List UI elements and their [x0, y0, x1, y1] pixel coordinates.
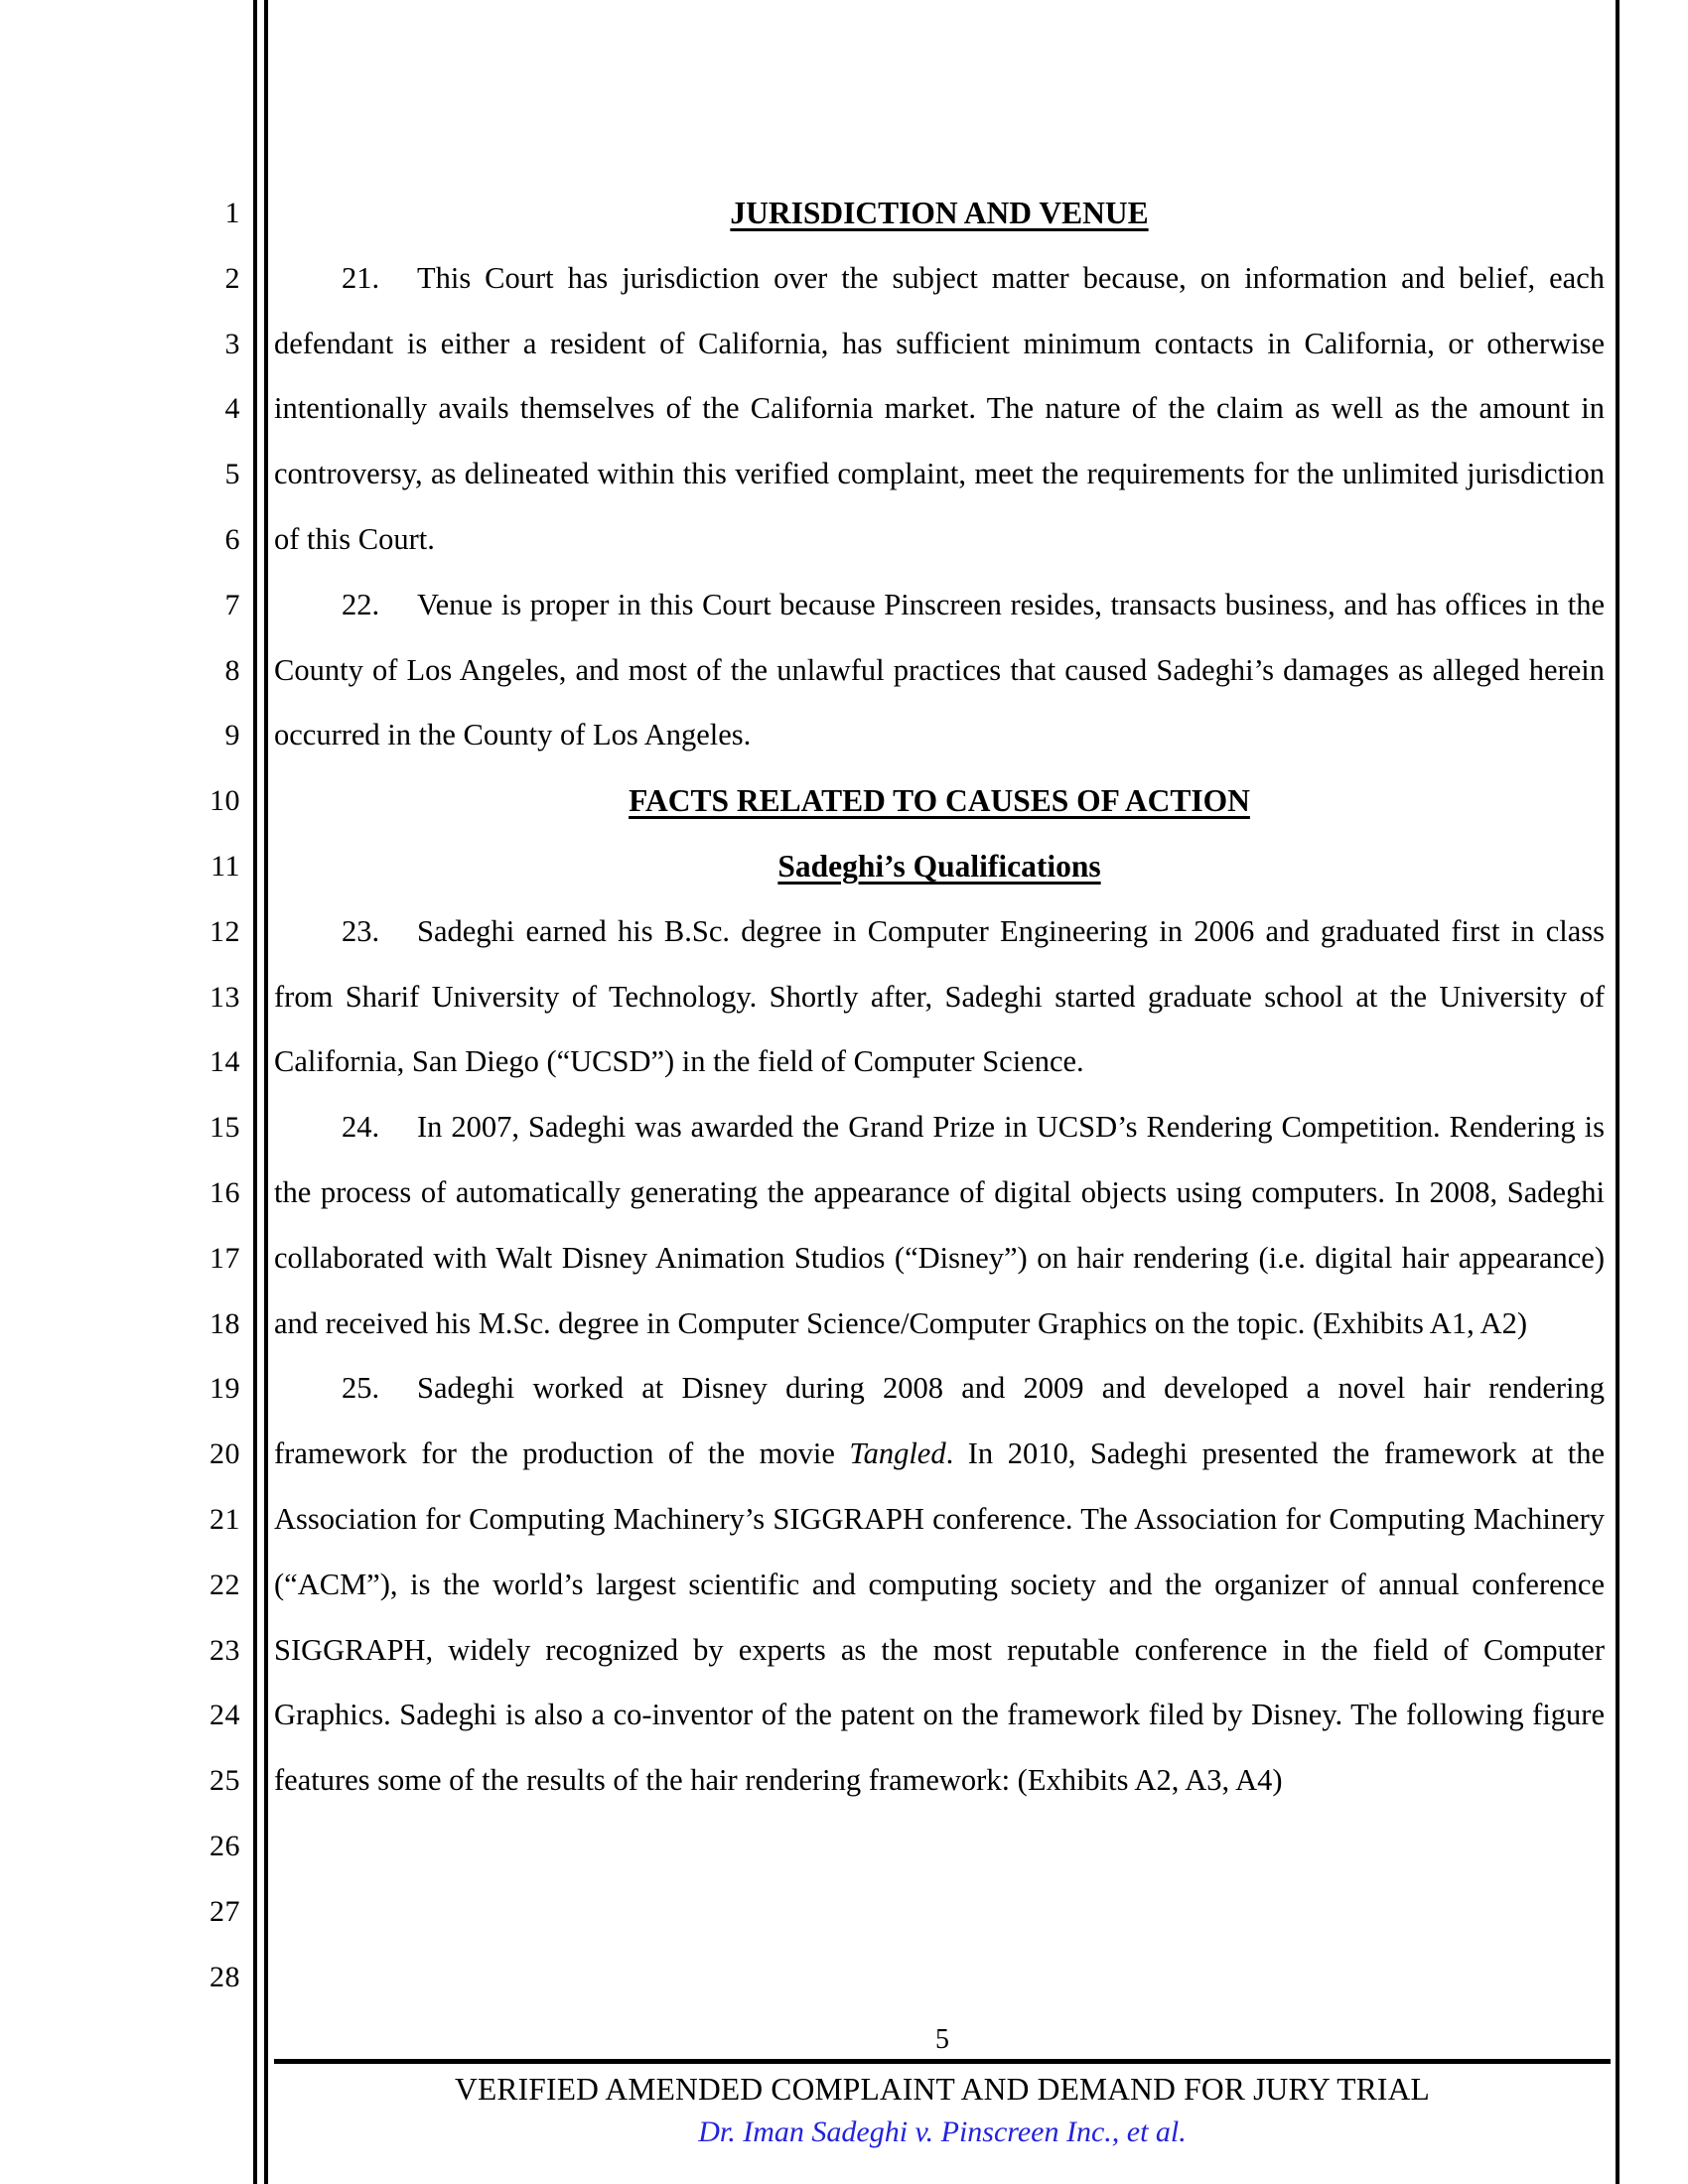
line-number: 13 [210, 980, 240, 1014]
line-number: 19 [210, 1372, 240, 1406]
line-number: 24 [210, 1699, 240, 1732]
paragraph-25-movie-title: Tangled [849, 1436, 946, 1471]
paragraph-24-number: 24. [342, 1110, 380, 1145]
line-number: 4 [224, 392, 240, 426]
paragraph-21 [274, 246, 1605, 573]
line-number: 25 [210, 1764, 240, 1798]
line-number: 8 [224, 653, 240, 687]
line-number: 21 [210, 1502, 240, 1536]
paragraph-25-text-part2: . In 2010, Sadeghi presented the framework at the Association for Computing Machinery’s SIGGRAPH conference. The Association for Computing Machinery (“ACM”), is the world’s largest scientific and computing society and the organizer of annual conference SIGGRAPH, widely recognized by experts as the most reputable conference in the field of Computer Graphics. Sadeghi is also a co-inventor of the patent on the framework filed by Disney. The following figure features some of the results of the hair rendering framework: (Exhibits A2, A3, A4) [274, 1436, 1606, 1798]
heading-jurisdiction-and-venue [274, 181, 1605, 246]
paragraph-24 [274, 1095, 1605, 1356]
footer-divider [274, 2059, 1611, 2064]
line-number: 9 [224, 719, 240, 752]
line-number: 1 [224, 197, 240, 229]
heading-sadeghi-qualifications [274, 834, 1605, 899]
line-number: 27 [210, 1894, 240, 1928]
footer-document-title: VERIFIED AMENDED COMPLAINT AND DEMAND FOR JURY TRIAL [455, 2072, 1430, 2107]
line-number: 23 [210, 1633, 240, 1667]
paragraph-25-number: 25. [342, 1371, 380, 1406]
line-number: 18 [210, 1306, 240, 1340]
page-number: 5 [935, 2024, 949, 2055]
line-number: 3 [224, 327, 240, 360]
left-margin-rule-inner [264, 0, 268, 2184]
line-number: 2 [224, 261, 240, 295]
line-number: 20 [210, 1437, 240, 1471]
paragraph-22 [274, 573, 1605, 768]
footer-case-caption: Dr. Iman Sadeghi v. Pinscreen Inc., et al. [698, 2116, 1187, 2148]
paragraph-24-text: In 2007, Sadeghi was awarded the Grand Prize in UCSD’s Rendering Competition. Rendering is the process of automatically generating the appearance of digital objects using computers. In 2008, Sadeghi collaborated with Walt Disney Animation Studios (“Disney”) on hair rendering (i.e. digital hair appearance) and received his M.Sc. degree in Computer Science/Computer Graphics on the topic. (Exhibits A1, A2) [274, 1110, 1605, 1340]
paragraph-25-text-part1: Sadeghi worked at Disney during 2008 and 2009 and developed a novel hair rendering framework for the production of the movie [274, 1371, 1605, 1471]
line-number: 5 [224, 458, 240, 491]
line-number: 10 [210, 784, 240, 818]
right-margin-rule [1616, 0, 1619, 2184]
line-number: 6 [224, 522, 240, 556]
paragraph-21-text: This Court has jurisdiction over the subject matter because, on information and belief, each defendant is either a resident of California, has sufficient minimum contacts in California, or otherwise intentionally avails themselves of the California market. The nature of the claim as well as the amount in controversy, as delineated within this verified complaint, meet the requirements for the unlimited jurisdiction of this Court. [274, 260, 1605, 556]
line-number: 15 [210, 1111, 240, 1145]
heading-facts-related-to-causes-of-action [274, 768, 1605, 834]
line-number: 12 [210, 914, 240, 948]
line-number: 16 [210, 1175, 240, 1209]
left-margin-rule-outer [253, 0, 257, 2184]
line-number: 11 [211, 849, 240, 883]
line-number: 14 [210, 1045, 240, 1079]
line-number: 22 [210, 1568, 240, 1601]
line-number: 7 [224, 588, 240, 621]
heading-jurisdiction-text: JURISDICTION AND VENUE [730, 196, 1149, 230]
paragraph-22-text: Venue is proper in this Court because Pinscreen resides, transacts business, and has offices in the County of Los Angeles, and most of the unlawful practices that caused Sadeghi’s damages as alleged herein occurred in the County of Los Angeles. [274, 587, 1605, 752]
paragraph-23-number: 23. [342, 913, 380, 948]
line-number: 26 [210, 1829, 240, 1862]
paragraph-21-number: 21. [342, 260, 380, 295]
line-number: 17 [210, 1241, 240, 1275]
line-number: 28 [210, 1960, 240, 1993]
heading-facts-text: FACTS RELATED TO CAUSES OF ACTION [629, 783, 1250, 819]
paragraph-25 [274, 1356, 1605, 1814]
heading-qualifications-text: Sadeghi’s Qualifications [777, 848, 1101, 884]
paragraph-23-text: Sadeghi earned his B.Sc. degree in Computer Engineering in 2006 and graduated first in class from Sharif University of Technology. Shortly after, Sadeghi started graduate school at the University of California, San Diego (“UCSD”) in the field of Computer Science. [274, 913, 1605, 1079]
page-footer [274, 2023, 1611, 2153]
document-body [274, 181, 1605, 1814]
paragraph-23 [274, 899, 1605, 1095]
line-number-gutter [179, 181, 240, 2009]
paragraph-22-number: 22. [342, 587, 380, 621]
